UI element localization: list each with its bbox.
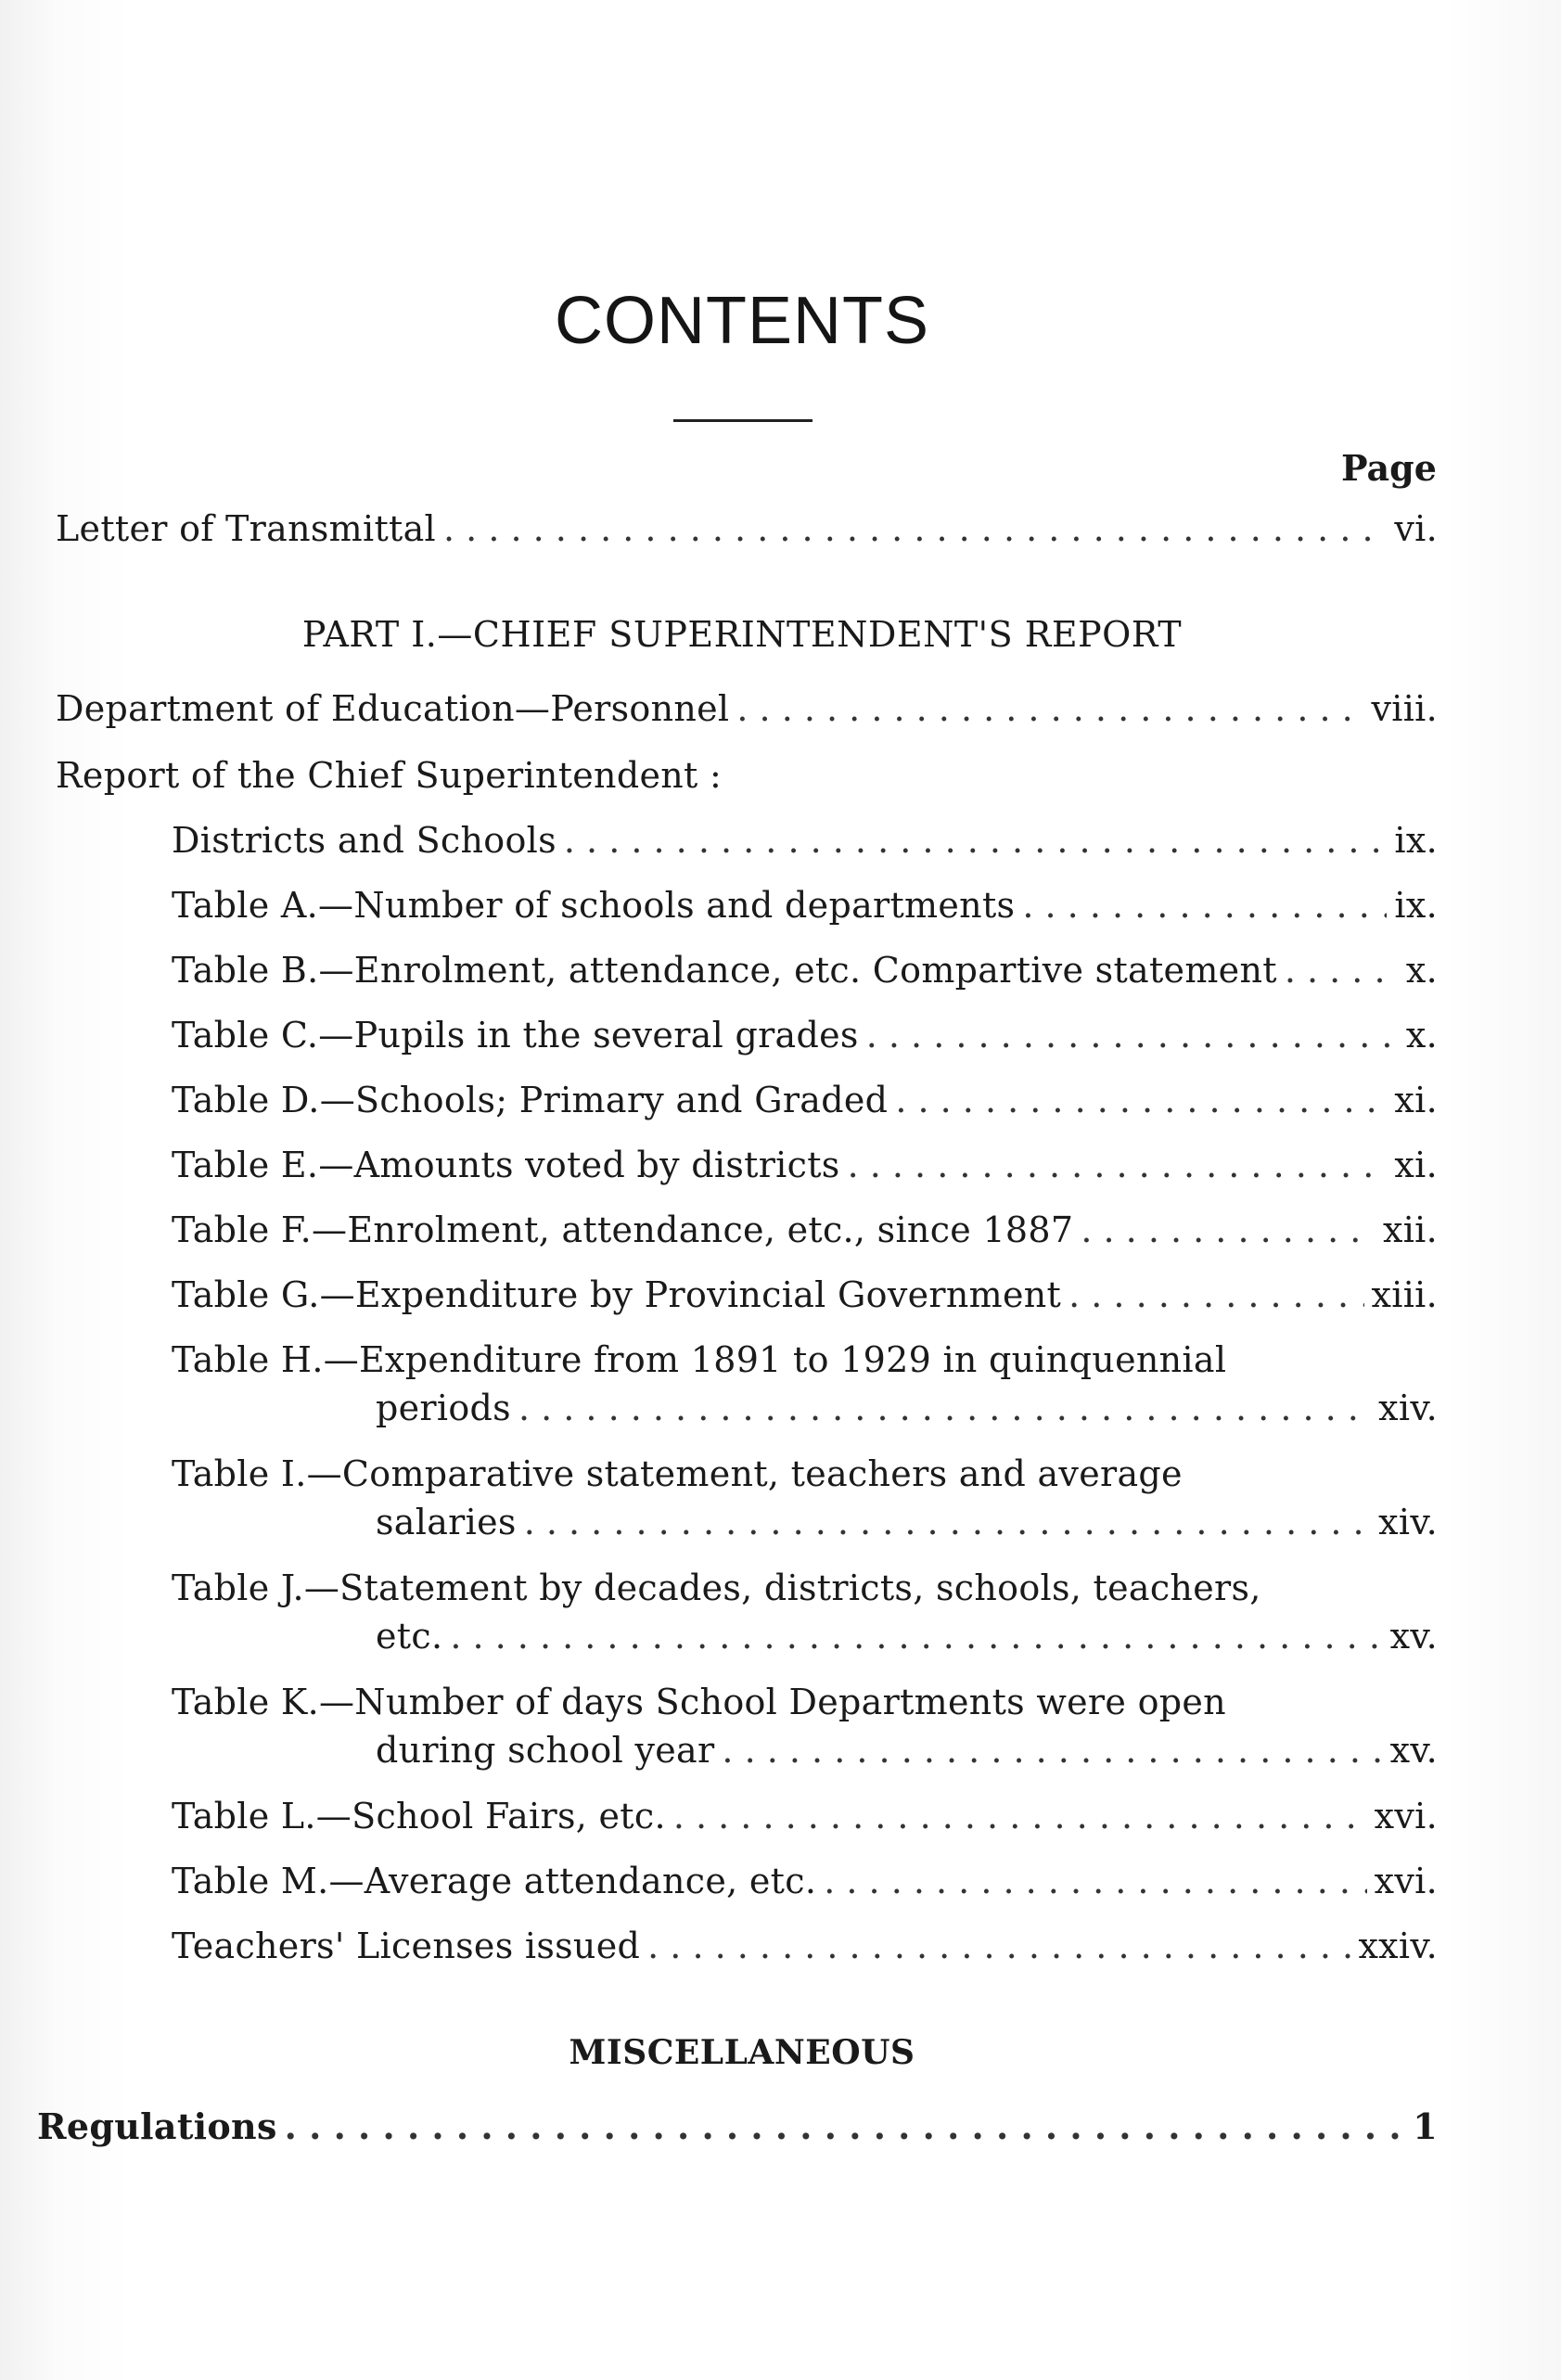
toc-entry-label-cont: during school year bbox=[376, 1730, 715, 1771]
toc-entry-label: Table C.—Pupils in the several grades bbox=[172, 1015, 859, 1056]
toc-entry-page: xi. bbox=[1394, 1145, 1438, 1185]
toc-entry-continuation bbox=[172, 1730, 1438, 1771]
toc-entry-label: Table F.—Enrolment, attendance, etc., since 1887 bbox=[172, 1209, 1074, 1250]
toc-entry-page: 1 bbox=[1413, 2105, 1438, 2147]
toc-entry-label: Department of Education—Personnel bbox=[56, 688, 730, 729]
dot-leader bbox=[848, 1145, 1388, 1185]
toc-entry-table-l[interactable] bbox=[172, 1796, 1438, 1836]
dot-leader bbox=[722, 1730, 1382, 1771]
toc-entry-department[interactable] bbox=[56, 688, 1438, 729]
dot-leader bbox=[647, 1926, 1350, 1966]
toc-entry-label: Table H.—Expenditure from 1891 to 1929 in quinquennial bbox=[172, 1339, 1227, 1380]
toc-entry-table-k[interactable] bbox=[172, 1682, 1438, 1771]
toc-entry-label: Teachers' Licenses issued bbox=[172, 1926, 641, 1966]
toc-entry-page: ix. bbox=[1394, 885, 1438, 926]
toc-entry-label: Table M.—Average attendance, etc. bbox=[172, 1861, 817, 1901]
toc-entry-label-cont: etc. bbox=[376, 1616, 443, 1657]
toc-entry-page: xi. bbox=[1394, 1080, 1438, 1120]
toc-entry-label: Table J.—Statement by decades, districts, schools, teachers, bbox=[172, 1567, 1261, 1608]
toc-entry-districts-schools[interactable] bbox=[172, 820, 1438, 861]
toc-entry-label: Letter of Transmittal bbox=[56, 508, 436, 549]
toc-entry-label: Districts and Schools bbox=[172, 820, 557, 861]
toc-entry-label: Table A.—Number of schools and departments bbox=[172, 885, 1016, 926]
toc-entry-page: viii. bbox=[1371, 688, 1438, 729]
toc-entry-label: Regulations bbox=[37, 2105, 277, 2147]
toc-entry-page: ix. bbox=[1394, 820, 1438, 861]
toc-entry-letter-of-transmittal[interactable] bbox=[56, 508, 1438, 549]
toc-entry-page: xxiv. bbox=[1358, 1926, 1438, 1966]
toc-entry-table-m[interactable] bbox=[172, 1861, 1438, 1901]
report-subheading: Report of the Chief Superintendent : bbox=[56, 755, 723, 796]
dot-leader bbox=[524, 1502, 1371, 1542]
toc-entry-regulations[interactable] bbox=[37, 2105, 1438, 2147]
dot-leader bbox=[443, 508, 1387, 549]
dot-leader bbox=[564, 820, 1388, 861]
toc-entry-label: Table K.—Number of days School Departments were open bbox=[172, 1682, 1226, 1722]
toc-entry-table-c[interactable] bbox=[172, 1015, 1438, 1056]
toc-entry-page: xvi. bbox=[1374, 1861, 1438, 1901]
dot-leader bbox=[824, 1861, 1366, 1901]
toc-entry-page: xvi. bbox=[1374, 1796, 1438, 1836]
dot-leader bbox=[1068, 1274, 1363, 1315]
dot-leader bbox=[673, 1796, 1367, 1836]
toc-entry-continuation bbox=[172, 1388, 1438, 1428]
page-title: CONTENTS bbox=[555, 284, 929, 358]
toc-entry-table-b[interactable] bbox=[172, 950, 1438, 991]
toc-entry-label-cont: periods bbox=[376, 1388, 511, 1428]
toc-entry-page: xii. bbox=[1382, 1209, 1438, 1250]
toc-entry-table-g[interactable] bbox=[172, 1274, 1438, 1315]
toc-entry-label: Table I.—Comparative statement, teachers and average bbox=[172, 1453, 1183, 1494]
toc-entry-page: vi. bbox=[1394, 508, 1438, 549]
toc-entry-label: Table L.—School Fairs, etc. bbox=[172, 1796, 666, 1836]
toc-entry-continuation bbox=[172, 1502, 1438, 1542]
dot-leader bbox=[736, 688, 1363, 729]
toc-entry-page: xiii. bbox=[1371, 1274, 1438, 1315]
section-heading-miscellaneous: MISCELLANEOUS bbox=[569, 2033, 915, 2072]
toc-entry-label: Table B.—Enrolment, attendance, etc. Compartive statement bbox=[172, 950, 1277, 991]
dot-leader bbox=[1285, 950, 1399, 991]
toc-entry-page: xiv. bbox=[1378, 1388, 1438, 1428]
toc-entry-label: Table D.—Schools; Primary and Graded bbox=[172, 1080, 889, 1120]
toc-entry-table-d[interactable] bbox=[172, 1080, 1438, 1120]
title-divider bbox=[673, 419, 812, 422]
toc-entry-table-a[interactable] bbox=[172, 885, 1438, 926]
dot-leader bbox=[866, 1015, 1399, 1056]
toc-entry-label-cont: salaries bbox=[376, 1502, 517, 1542]
toc-entry-label: Table E.—Amounts voted by districts bbox=[172, 1145, 840, 1185]
toc-entry-page: xiv. bbox=[1378, 1502, 1438, 1542]
dot-leader bbox=[1081, 1209, 1375, 1250]
dot-leader bbox=[895, 1080, 1387, 1120]
toc-entry-page: x. bbox=[1405, 950, 1438, 991]
toc-entry-label: Table G.—Expenditure by Provincial Government bbox=[172, 1274, 1062, 1315]
toc-entry-table-j[interactable] bbox=[172, 1567, 1438, 1657]
toc-entry-page: xv. bbox=[1389, 1730, 1438, 1771]
toc-entry-page: xv. bbox=[1389, 1616, 1438, 1657]
toc-entry-table-e[interactable] bbox=[172, 1145, 1438, 1185]
dot-leader bbox=[518, 1388, 1371, 1428]
dot-leader bbox=[1022, 885, 1387, 926]
toc-entry-table-f[interactable] bbox=[172, 1209, 1438, 1250]
dot-leader bbox=[285, 2105, 1406, 2147]
section-heading-part-1: PART I.—CHIEF SUPERINTENDENT'S REPORT bbox=[301, 614, 1183, 655]
dot-leader bbox=[450, 1616, 1382, 1657]
toc-entry-page: x. bbox=[1405, 1015, 1438, 1056]
toc-entry-table-i[interactable] bbox=[172, 1453, 1438, 1542]
toc-entry-table-h[interactable] bbox=[172, 1339, 1438, 1428]
toc-entry-teachers-licenses[interactable] bbox=[172, 1926, 1438, 1966]
toc-entry-continuation bbox=[172, 1616, 1438, 1657]
page-column-header: Page bbox=[1341, 447, 1437, 489]
